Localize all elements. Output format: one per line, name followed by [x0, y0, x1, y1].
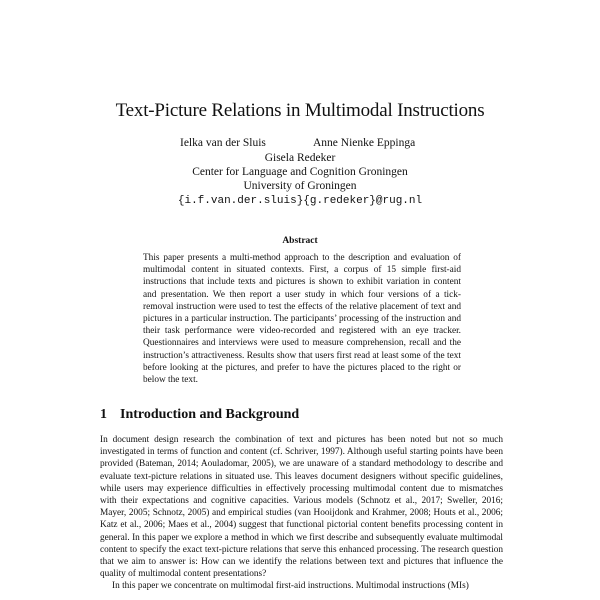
affiliation-center: Center for Language and Cognition Groningen	[192, 166, 408, 178]
abstract-heading: Abstract	[282, 236, 318, 246]
section-body	[100, 434, 503, 593]
paper-title: Text-Picture Relations in Multimodal Instructions	[115, 100, 485, 121]
section-heading	[100, 407, 299, 423]
author-name: Anne Nienke Eppinga	[313, 137, 416, 149]
paragraph: In document design research the combination of text and pictures has been noted but not so much investigated in terms of function and content (cf. Schriver, 1997). Although useful starting points have been provided (Bateman, 2014; Aouladomar, 2005), we are unaware of a standard methodology to describe and evaluate text-picture relations in situated use. This leaves document designers without specific guidelines, while users may experience difficulties in effectively processing multimodal content due to mismatches with their expectations and cognitive capacities. Various models (Schnotz et al., 2017; Sweller, 2016; Mayer, 2005; Schnotz, 2005) and empirical studies (van Hooijdonk and Krahmer, 2008; Houts et al., 2006; Katz et al., 2006; Maes et al., 2004) suggest that functional pictorial content benefits processing content in general. In this paper we explore a method in which we first describe and subsequently evaluate multimodal content to specify the exact text-picture relations that serve this enhanced processing. The research question that we aim to answer is: How can we identify the relations between text and pictures that influence the quality of multimodal content presentations?	[100, 435, 503, 580]
author-name: Ielka van der Sluis	[180, 137, 266, 149]
paragraph: In this paper we concentrate on multimodal first-aid instructions. Multimodal instructions (MIs)	[112, 581, 469, 592]
authors-row	[0, 137, 600, 151]
section-number: 1	[100, 407, 107, 422]
abstract-text: This paper presents a multi-method approach to the description and evaluation of multimodal content in situated contexts. First, a corpus of 15 simple first-aid instructions that include texts and pictures is shown to exhibit variation in content and presentation. We then report a user study in which four versions of a tick-removal instruction were used to test the effects of the relative placement of text and pictures in a particular instruction. The participants’ processing of the instruction and their task performance were video-recorded and registered with an eye tracker. Questionnaires and interviews were used to measure comprehension, recall and the instruction’s attractiveness. Results show that users first read at least some of the text before looking at the pictures, and prefer to have the pictures placed to the right or below the text.	[143, 253, 461, 386]
author-name: Gisela Redeker	[264, 152, 336, 164]
affiliation-university: University of Groningen	[243, 180, 357, 192]
author-emails[interactable]: {i.f.van.der.sluis}{g.redeker}@rug.nl	[177, 195, 423, 207]
section-title: Introduction and Background	[120, 407, 300, 422]
